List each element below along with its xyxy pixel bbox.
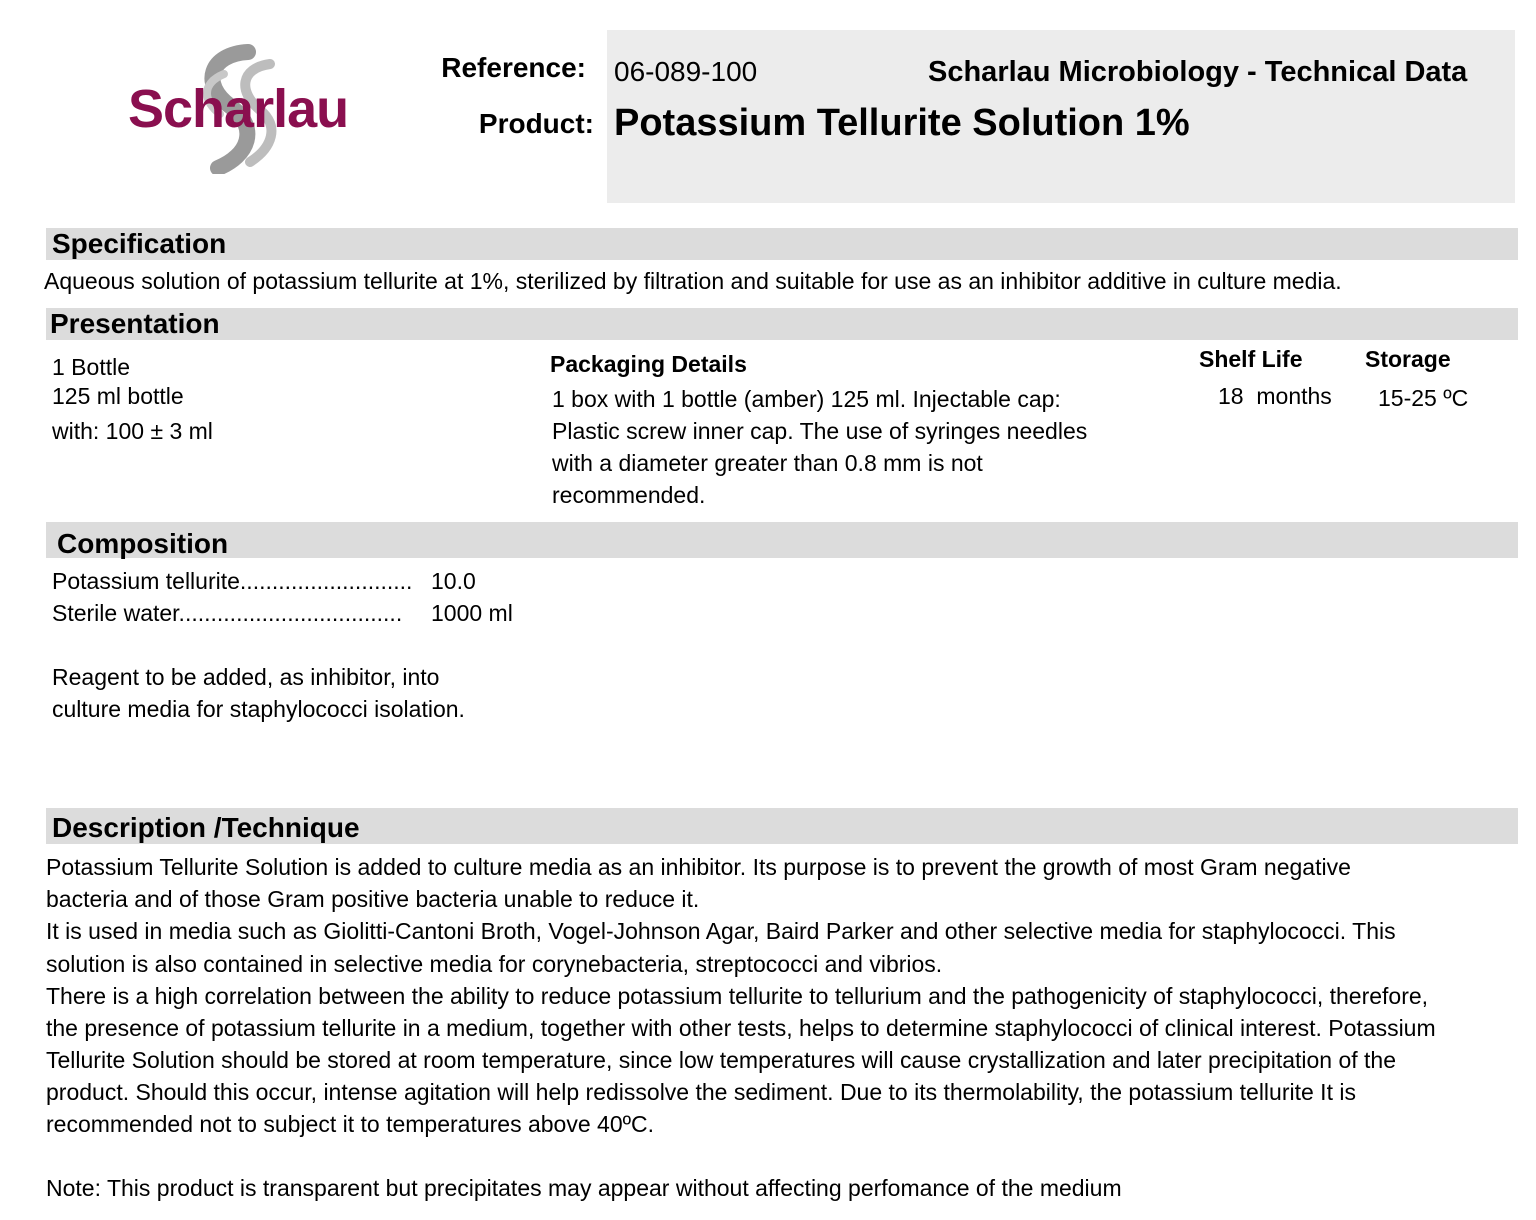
description-line-4: solution is also contained in selective media for corynebacteria, streptococci and vibrios. <box>46 951 943 977</box>
description-line-7: Tellurite Solution should be stored at room temperature, since low temperatures will cause crystallization and later precipitation of the <box>46 1047 1397 1073</box>
product-name: Potassium Tellurite Solution 1% <box>614 102 1190 144</box>
scharlau-logo-text: Scharlau <box>128 79 349 139</box>
composition-item-2-value: 1000 ml <box>431 600 513 626</box>
description-line-5: There is a high correlation between the ability to reduce potassium tellurite to tellurium and the pathogenicity of staphylococci, therefore, <box>46 983 1429 1009</box>
description-line-1: Potassium Tellurite Solution is added to culture media as an inhibitor. Its purpose is to prevent the growth of most Gram negative <box>46 854 1351 880</box>
composition-note-line-1: Reagent to be added, as inhibitor, into <box>52 664 440 690</box>
description-line-2: bacteria and of those Gram positive bacteria unable to reduce it. <box>46 886 700 912</box>
presentation-title: Presentation <box>50 308 220 339</box>
packaging-details-title: Packaging Details <box>550 351 747 377</box>
packaging-line-2: Plastic screw inner cap. The use of syringes needles <box>552 418 1088 444</box>
storage-title: Storage <box>1365 346 1451 372</box>
packaging-line-1: 1 box with 1 bottle (amber) 125 ml. Injectable cap: <box>552 386 1061 412</box>
description-line-8: product. Should this occur, intense agitation will help redissolve the sediment. Due to its thermolability, the potassium tellurite It is <box>46 1079 1356 1105</box>
presentation-line-1: 1 Bottle <box>52 354 130 380</box>
shelf-life-title: Shelf Life <box>1199 346 1303 372</box>
description-title: Description /Technique <box>52 812 360 843</box>
packaging-line-3: with a diameter greater than 0.8 mm is not <box>552 450 983 476</box>
presentation-line-3: with: 100 ± 3 ml <box>52 418 213 444</box>
shelf-life-value: 18 months <box>1218 383 1332 409</box>
composition-title: Composition <box>57 528 229 559</box>
storage-value: 15-25 ºC <box>1378 385 1469 411</box>
presentation-bar <box>46 308 1518 340</box>
description-note: Note: This product is transparent but precipitates may appear without affecting perfomance of the medium <box>46 1175 1122 1201</box>
composition-item-2-label: Sterile water................................... <box>52 600 403 626</box>
specification-bar <box>46 228 1518 260</box>
brand-title: Scharlau Microbiology - Technical Data <box>928 56 1468 88</box>
presentation-line-2: 125 ml bottle <box>52 383 184 409</box>
packaging-line-4: recommended. <box>552 482 706 508</box>
specification-text: Aqueous solution of potassium tellurite at 1%, sterilized by filtration and suitable for use as an inhibitor additive in culture media. <box>44 268 1342 294</box>
description-line-3: It is used in media such as Giolitti-Cantoni Broth, Vogel-Johnson Agar, Baird Parker and other selective media for staphylococci. This <box>46 918 1396 944</box>
composition-bar <box>46 522 1518 558</box>
specification-title: Specification <box>52 228 227 259</box>
composition-item-1-value: 10.0 <box>431 568 476 594</box>
reference-value: 06-089-100 <box>614 56 758 87</box>
composition-note-line-2: culture media for staphylococci isolation. <box>52 696 465 722</box>
description-line-9: recommended not to subject it to temperatures above 40ºC. <box>46 1111 655 1137</box>
composition-item-1-label: Potassium tellurite........................... <box>52 568 413 594</box>
reference-label: Reference: <box>441 52 586 83</box>
description-line-6: the presence of potassium tellurite in a medium, together with other tests, helps to determine staphylococci of clinical interest. Potassium <box>46 1015 1436 1041</box>
product-label: Product: <box>478 108 594 139</box>
